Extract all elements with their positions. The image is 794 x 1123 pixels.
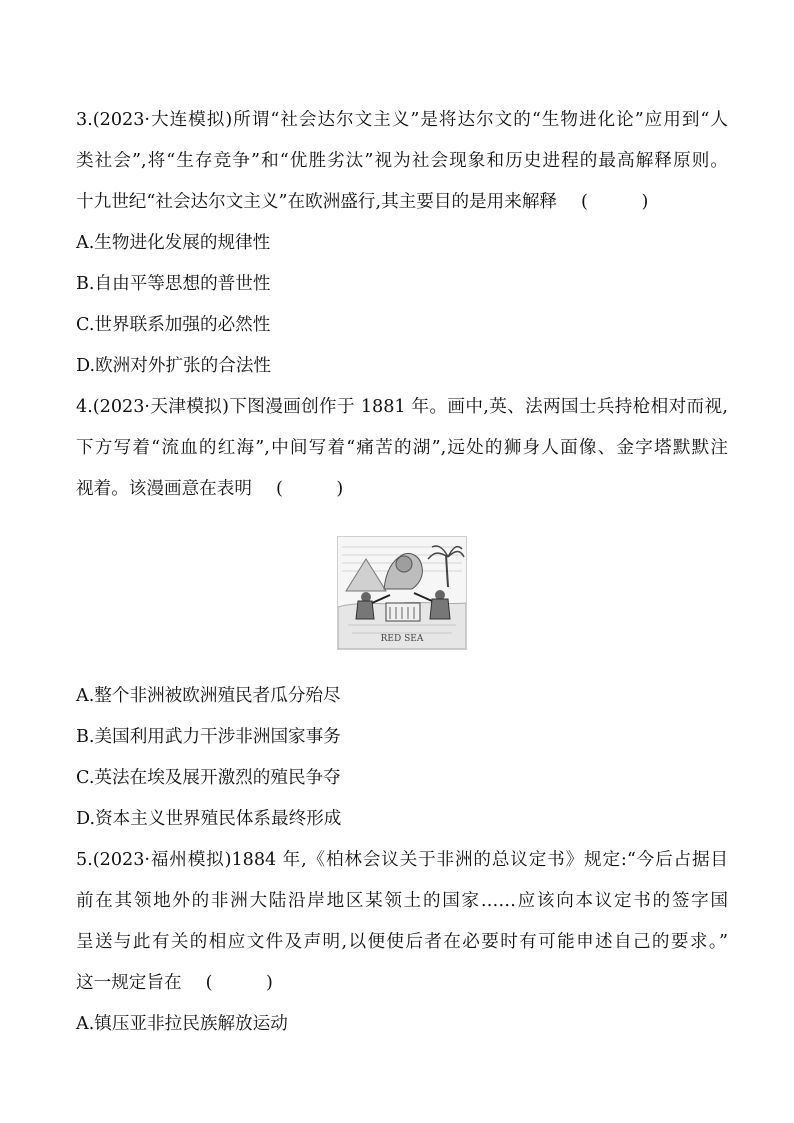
question-4-option-c: C.英法在埃及展开激烈的殖民争夺 — [76, 768, 341, 788]
question-4-answer-blank: ( ) — [275, 479, 368, 499]
question-5-stem-end: 这一规定旨在 — [76, 973, 182, 993]
question-content — [76, 100, 728, 1045]
question-3-line-1: 3.(2023·大连模拟)所谓“社会达尔文主义”是将达尔文的“生物进化论”应用到“人 — [76, 110, 728, 130]
question-3-stem-end: 十九世纪“社会达尔文主义”在欧洲盛行,其主要目的是用来解释 — [76, 192, 558, 212]
question-4-option-a: A.整个非洲被欧洲殖民者瓜分殆尽 — [76, 686, 341, 706]
question-5-line-3: 呈送与此有关的相应文件及声明,以便使后者在必要时有可能申述自己的要求。” — [76, 932, 728, 952]
egypt-cartoon-image — [337, 536, 467, 650]
question-3-option-c: C.世界联系加强的必然性 — [76, 315, 271, 335]
question-5 — [76, 840, 728, 1045]
question-3-option-a: A.生物进化发展的规律性 — [76, 233, 271, 253]
question-3-option-b: B.自由平等思想的普世性 — [76, 274, 271, 294]
question-4-stem-end: 视着。该漫画意在表明 — [76, 479, 252, 499]
question-4-option-d: D.资本主义世界殖民体系最终形成 — [76, 809, 342, 829]
question-3-line-3 — [76, 182, 728, 223]
question-3-option-d: D.欧洲对外扩张的合法性 — [76, 356, 272, 376]
cartoon-figure — [76, 510, 728, 676]
question-4-line-1: 4.(2023·天津模拟)下图漫画创作于 1881 年。画中,英、法两国士兵持枪相对而视, — [76, 397, 728, 417]
question-4-line-3 — [76, 469, 728, 510]
question-3-line-2: 类社会”,将“生存竞争”和“优胜劣汰”视为社会现象和历史进程的最高解释原则。 — [76, 151, 728, 171]
question-5-line-2: 前在其领地外的非洲大陆沿岸地区某领土的国家……应该向本议定书的签字国 — [76, 891, 728, 911]
question-3 — [76, 100, 728, 387]
question-3-answer-blank: ( ) — [581, 192, 673, 212]
question-4-option-b: B.美国利用武力干涉非洲国家事务 — [76, 727, 341, 747]
cartoon-caption: RED SEA — [380, 634, 424, 644]
question-5-line-1: 5.(2023·福州模拟)1884 年,《柏林会议关于非洲的总议定书》规定:“今后占据目 — [76, 850, 728, 870]
question-5-line-4 — [76, 963, 728, 1004]
question-5-option-a: A.镇压亚非拉民族解放运动 — [76, 1014, 288, 1034]
question-5-answer-blank: ( ) — [205, 973, 297, 993]
question-4-line-2: 下方写着“流血的红海”,中间写着“痛苦的湖”,远处的狮身人面像、金字塔默默注 — [76, 438, 728, 458]
question-4 — [76, 387, 728, 840]
